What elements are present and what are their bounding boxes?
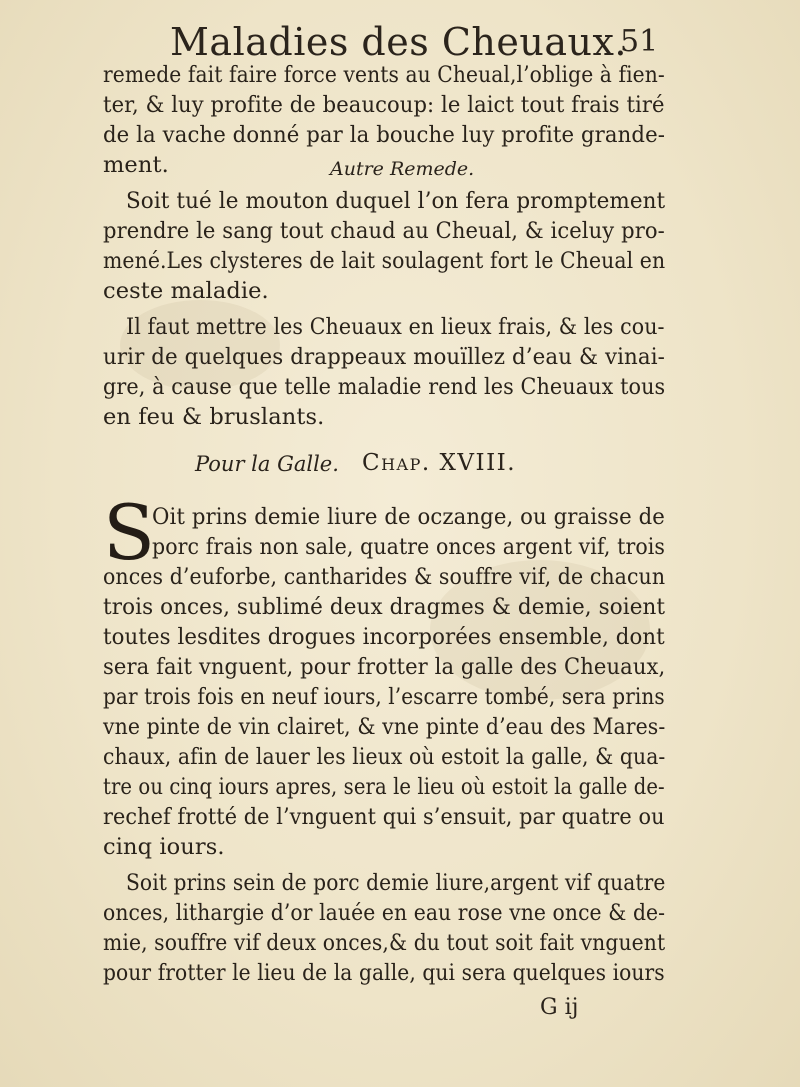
text-line: Il faut mettre les Cheuaux en lieux frais, & les cou- (126, 314, 665, 340)
text-line: ceste maladie. (103, 278, 269, 304)
text-line: ment. (103, 152, 169, 178)
text-line: de la vache donné par la bouche luy profite grande- (103, 122, 666, 148)
text-line: prendre le sang tout chaud au Cheual, & iceluy pro- (103, 218, 665, 244)
chapter-title: Pour la Galle. (195, 452, 339, 476)
text-line: tre ou cinq iours apres, sera le lieu où estoit la galle de- (103, 774, 665, 800)
text-line: ter, & luy profite de beaucoup: le laict tout frais tiré (103, 92, 665, 118)
text-line: onces, lithargie d’or lauée en eau rose vne once & de- (103, 900, 666, 926)
chapter-label: Chap. XVIII. (362, 450, 517, 476)
text-line: toutes lesdites drogues incorporées ensemble, dont (103, 624, 665, 650)
text-line: pour frotter le lieu de la galle, qui sera quelques iours (103, 960, 665, 986)
text-line: urir de quelques drappeaux mouïllez d’eau & vinai- (103, 344, 665, 370)
text-line: Soit prins sein de porc demie liure,argent vif quatre (126, 870, 666, 896)
page-number: 51 (620, 24, 659, 59)
text-line: cinq iours. (103, 834, 225, 860)
text-line: mené.Les clysteres de lait soulagent fort le Cheual en (103, 248, 666, 274)
text-line: gre, à cause que telle maladie rend les Cheuaux tous (103, 374, 666, 400)
text-line: sera fait vnguent, pour frotter la galle des Cheuaux, (103, 654, 666, 680)
text-line: porc frais non sale, quatre onces argent vif, trois (152, 534, 666, 560)
text-line: trois onces, sublimé deux dragmes & demie, soient (103, 594, 666, 620)
running-title: Maladies des Cheuaux. (170, 20, 627, 64)
text-line: rechef frotté de l’vnguent qui s’ensuit, par quatre ou (103, 804, 665, 830)
signature-mark: G ij (540, 995, 579, 1020)
text-line: onces d’euforbe, cantharides & souffre vif, de chacun (103, 564, 666, 590)
drop-cap: S (103, 488, 156, 577)
subheading-autre-remede: Autre Remede. (330, 158, 475, 180)
text-line: Oit prins demie liure de oczange, ou graisse de (152, 504, 665, 530)
text-line: en feu & bruslants. (103, 404, 325, 430)
text-line: mie, souffre vif deux onces,& du tout soit fait vnguent (103, 930, 666, 956)
text-line: Soit tué le mouton duquel l’on fera promptement (126, 188, 666, 214)
text-line: vne pinte de vin clairet, & vne pinte d’eau des Mares- (103, 714, 666, 740)
text-line: chaux, afin de lauer les lieux où estoit la galle, & qua- (103, 744, 666, 770)
text-line: remede fait faire force vents au Cheual,l’oblige à fien- (103, 62, 665, 88)
text-line: par trois fois en neuf iours, l’escarre tombé, sera prins (103, 684, 665, 710)
